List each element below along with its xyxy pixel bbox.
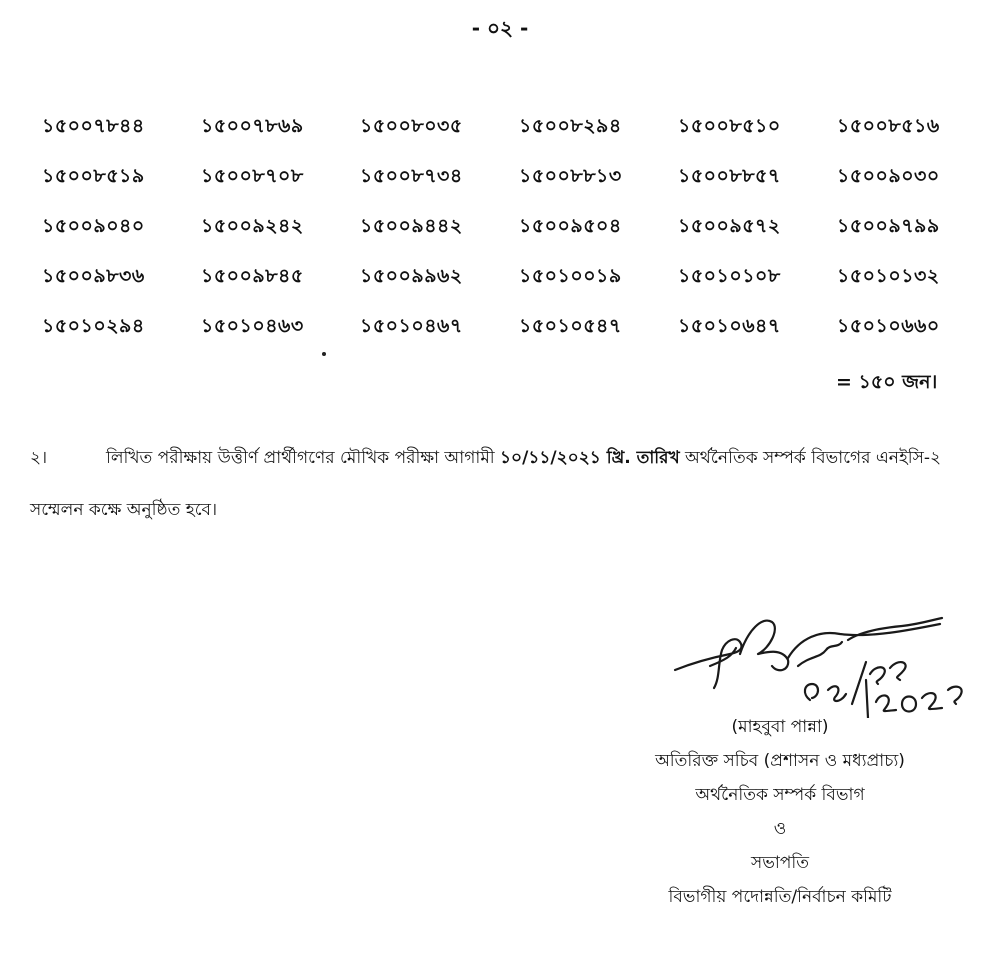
roll-number: ১৫০১০৬৪৭	[678, 315, 781, 337]
roll-number: ১৫০০৮৮৫৭	[678, 165, 781, 187]
handwritten-signature	[670, 608, 970, 718]
stray-dot	[322, 352, 326, 356]
paragraph-text-before: লিখিত পরীক্ষায় উত্তীর্ণ প্রার্থীগণের মৌখিক পরীক্ষা আগামী	[106, 448, 501, 468]
roll-number: ১৫০০৮৫১৯	[42, 165, 145, 187]
roll-number: ১৫০০৯৯৬২	[360, 265, 463, 287]
signature-block	[570, 710, 990, 914]
roll-number: ১৫০০৮৫১০	[678, 115, 781, 137]
roll-number: ১৫০০৯৭৯৯	[837, 215, 940, 237]
roll-number: ১৫০০৭৮৪৪	[42, 115, 145, 137]
signatory-conjunction: ও	[773, 819, 787, 839]
roll-number: ১৫০০৯৮৪৫	[201, 265, 304, 287]
roll-number: ১৫০১০৪৬৭	[360, 315, 463, 337]
roll-number: ১৫০১০৪৬৩	[201, 315, 304, 337]
roll-number: ১৫০০৭৮৬৯	[201, 115, 304, 137]
roll-number: ১৫০১০০১৯	[519, 265, 622, 287]
roll-number-grid	[42, 112, 962, 362]
roll-number: ১৫০১০১৩২	[837, 265, 940, 287]
roll-number: ১৫০১০১০৮	[678, 265, 781, 287]
roll-number: ১৫০০৮৭৩৪	[360, 165, 463, 187]
notice-paragraph	[30, 432, 970, 536]
roll-number: ১৫০০৯৪৪২	[360, 215, 463, 237]
paragraph-number: ২।	[30, 448, 48, 468]
roll-number: ১৫০০৯৫৭২	[678, 215, 781, 237]
roll-number: ১৫০১০২৯৪	[42, 315, 145, 337]
signatory-name: (মাহবুবা পান্না)	[731, 717, 829, 737]
roll-number: ১৫০১০৫৪৭	[519, 315, 622, 337]
signatory-role: সভাপতি	[751, 853, 809, 873]
paragraph-text-after: অর্থনৈতিক সম্পর্ক বিভাগের এনইসি-২ সম্মেলন কক্ষে অনুষ্ঠিত হবে।	[30, 448, 942, 520]
roll-number: ১৫০০৮০৩৫	[360, 115, 463, 137]
roll-number: ১৫০০৮২৯৪	[519, 115, 622, 137]
roll-number: ১৫০০৮৫১৬	[837, 115, 940, 137]
roll-number: ১৫০০৯০৪০	[42, 215, 145, 237]
total-count: = ১৫০ জন।	[836, 371, 938, 393]
roll-number: ১৫০১০৬৬০	[837, 315, 940, 337]
roll-number: ১৫০০৯৫০৪	[519, 215, 622, 237]
signatory-division: অর্থনৈতিক সম্পর্ক বিভাগ	[695, 785, 865, 805]
roll-number: ১৫০০৮৭০৮	[201, 165, 304, 187]
roll-number: ১৫০০৯০৩০	[837, 165, 940, 187]
roll-number: ১৫০০৯২৪২	[201, 215, 304, 237]
signatory-designation: অতিরিক্ত সচিব (প্রশাসন ও মধ্যপ্রাচ্য)	[655, 751, 905, 771]
roll-number: ১৫০০৯৮৩৬	[42, 265, 145, 287]
page-number: - ০২ -	[471, 16, 529, 40]
roll-number: ১৫০০৮৮১৩	[519, 165, 622, 187]
signatory-committee: বিভাগীয় পদোন্নতি/নির্বাচন কমিটি	[668, 887, 892, 907]
paragraph-date: ১০/১১/২০২১ খ্রি. তারিখ	[500, 448, 680, 468]
